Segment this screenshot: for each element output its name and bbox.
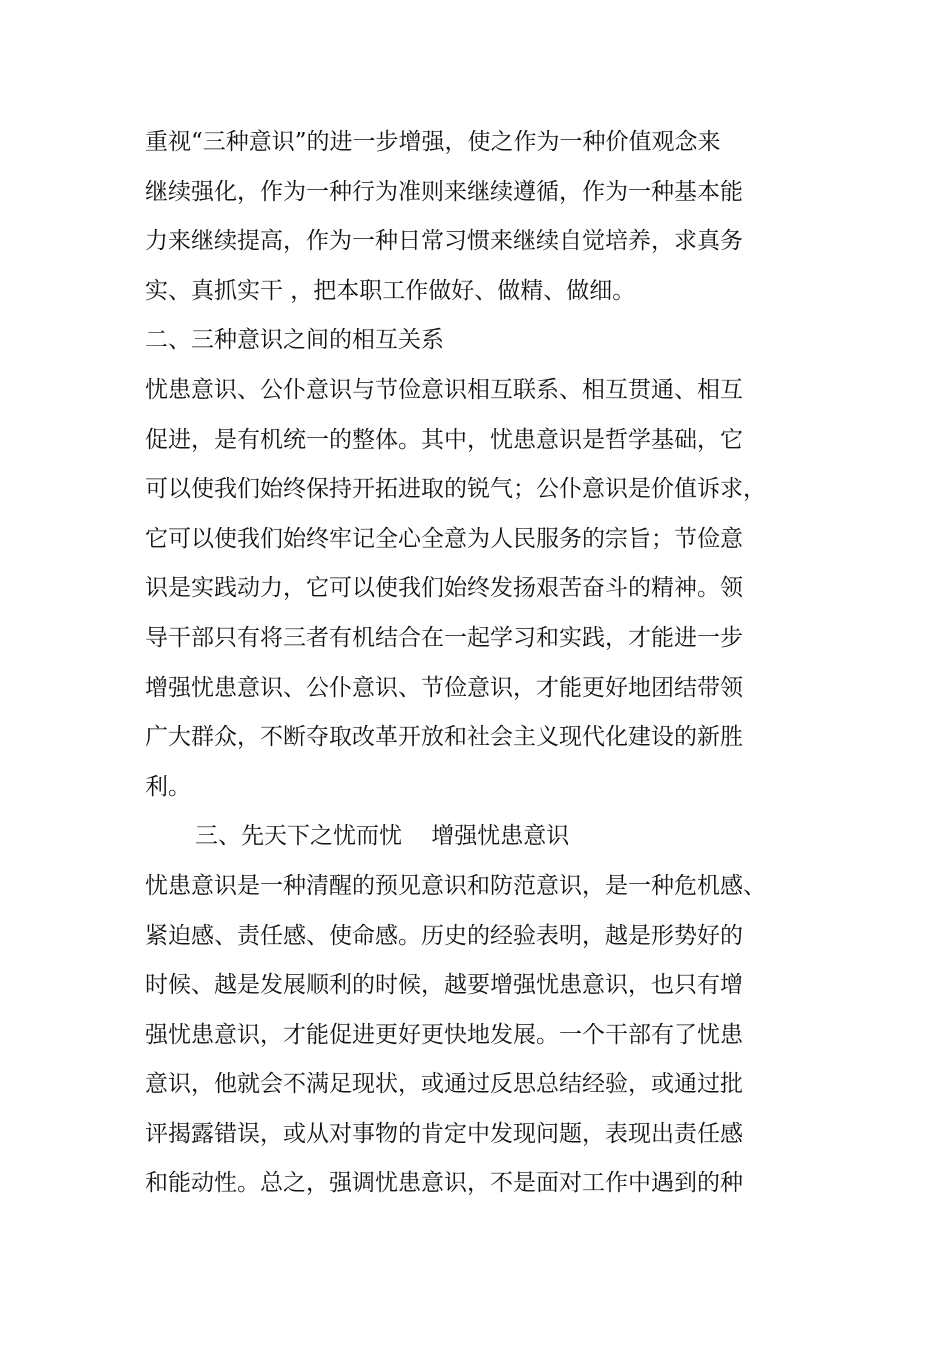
body-line: 利。 xyxy=(145,773,191,800)
body-line: 它可以使我们始终牢记全心全意为人民服务的宗旨；节俭意 xyxy=(145,525,743,552)
body-line: 评揭露错误，或从对事物的肯定中发现问题，表现出责任感 xyxy=(145,1120,743,1147)
body-line: 识是实践动力，它可以使我们始终发扬艰苦奋斗的精神。领 xyxy=(145,575,743,602)
body-line: 重视“三种意识”的进一步增强，使之作为一种价值观念来 xyxy=(145,129,721,155)
body-line: 导干部只有将三者有机结合在一起学习和实践，才能进一步 xyxy=(145,624,743,651)
document-body xyxy=(145,118,765,1209)
body-line: 力来继续提高，作为一种日常习惯来继续自觉培养，求真务 xyxy=(145,228,743,255)
body-line: 增强忧患意识、公仆意识、节俭意识，才能更好地团结带领 xyxy=(145,674,743,701)
section-heading-3: 三、先天下之忧而忧 增强忧患意识 xyxy=(195,823,570,850)
body-line: 意识，他就会不满足现状，或通过反思总结经验，或通过批 xyxy=(145,1071,743,1098)
body-line: 忧患意识是一种清醒的预见意识和防范意识，是一种危机感、 xyxy=(145,872,766,899)
body-line: 和能动性。总之，强调忧患意识，不是面对工作中遇到的种 xyxy=(145,1170,743,1197)
body-line: 促进，是有机统一的整体。其中，忧患意识是哲学基础，它 xyxy=(145,426,743,453)
body-line: 实、真抓实干 ，把本职工作做好、做精、做细。 xyxy=(145,277,636,304)
body-line: 忧患意识、公仆意识与节俭意识相互联系、相互贯通、相互 xyxy=(145,376,743,403)
body-line: 强忧患意识，才能促进更好更快地发展。一个干部有了忧患 xyxy=(145,1021,743,1048)
body-line: 可以使我们始终保持开拓进取的锐气；公仆意识是价值诉求， xyxy=(145,476,766,503)
body-line: 广大群众，不断夺取改革开放和社会主义现代化建设的新胜 xyxy=(145,724,743,751)
body-line: 时候、越是发展顺利的时候，越要增强忧患意识，也只有增 xyxy=(145,972,743,999)
body-line: 紧迫感、责任感、使命感。历史的经验表明，越是形势好的 xyxy=(145,922,743,949)
body-line: 继续强化，作为一种行为准则来继续遵循，作为一种基本能 xyxy=(145,178,743,205)
section-heading-2: 二、三种意识之间的相互关系 xyxy=(145,327,444,354)
